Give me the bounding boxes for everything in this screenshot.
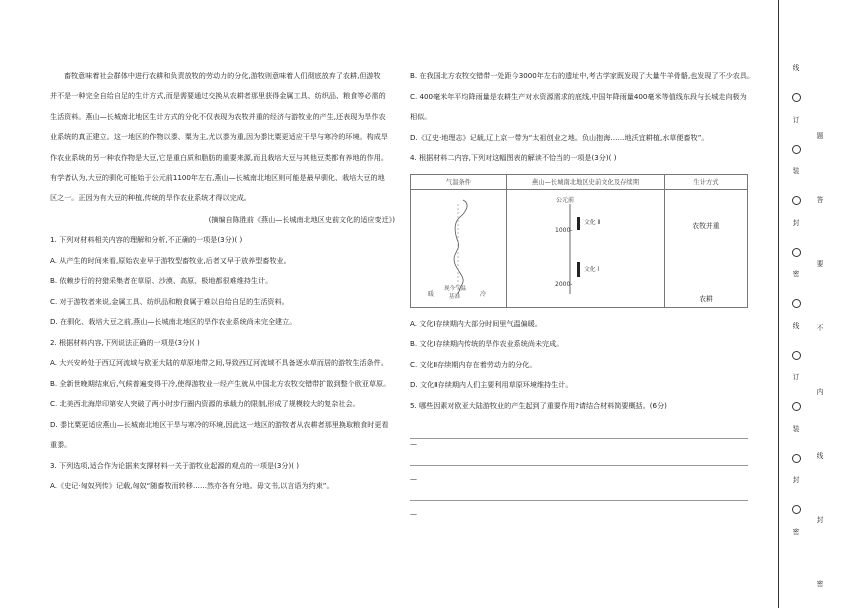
binding-line [778, 0, 779, 608]
passage-line: 生活资料。燕山—长城南北地区生计方式的分化不仅表现为农牧并重的经济与游牧业的产生,还表现为旱作农 [50, 111, 386, 121]
table-header: 气温条件 [411, 174, 507, 189]
option-d[interactable]: D.《辽史·地理志》记载,辽上京一带为“太祖创业之地。负山抱海……地沃宜耕植,水草便畜牧”。 [410, 132, 709, 142]
binding-char: 题 [816, 132, 824, 140]
binding-char: 订 [792, 115, 800, 124]
binding-char: 答 [816, 196, 824, 204]
binding-circle [790, 248, 802, 257]
binding-char: 封 [792, 476, 800, 484]
option-d[interactable]: D. 在驯化、栽培大豆之前,燕山—长城南北地区的旱作农业系统尚未完全建立。 [50, 317, 297, 327]
binding-circle [790, 299, 802, 308]
binding-char: 装 [792, 424, 800, 433]
binding-char: 线 [792, 321, 800, 330]
question-4 [410, 148, 755, 396]
circle-icon [792, 454, 801, 463]
option-a[interactable]: A.《史记·匈奴列传》记载,匈奴“随畜牧而转移……然亦各有分地。毋文书,以言语为约束”。 [50, 481, 334, 491]
circle-icon [792, 145, 801, 154]
table-header: 燕山—长城南北地区史前文化及存续期 [507, 174, 665, 189]
axis-label: 公元前 [556, 196, 575, 204]
circle-icon [792, 196, 801, 205]
binding-circle [790, 454, 802, 463]
circle-icon [792, 351, 801, 360]
circle-icon [792, 93, 801, 102]
answer-dash: — [410, 510, 417, 518]
baseline-label: 现今气温 基准 [444, 285, 467, 300]
binding-circle [790, 93, 802, 102]
passage-line: 并不是一种完全自给自足的生计方式,而是需要通过交换从农耕者那里获得金属工具、纺织品、粮食等必需的 [50, 91, 386, 101]
livelihood-label: 农耕 [699, 294, 713, 303]
option-c-cont: 相似。 [410, 112, 432, 121]
binding-circle [790, 196, 802, 205]
axis-label: 2000- [555, 280, 573, 288]
option-b[interactable]: B. 全新世晚期结束后,气候普遍变得干冷,使得游牧业一经产生就从中国北方农牧交错带扩散到整个欧亚草原。 [50, 378, 391, 388]
option-a[interactable]: A. 大兴安岭处于西辽河流域与欧亚大陆的草原地带之间,导致西辽河流域不具备逐水草而居的游牧生活条件。 [50, 358, 388, 368]
binding-char: 内 [816, 388, 824, 396]
temperature-curve-figure [411, 190, 506, 305]
binding-char: 封 [816, 516, 824, 524]
circle-icon [792, 299, 801, 308]
option-c[interactable]: C. 400毫米年平均降雨量是农耕生产对水资源需求的底线,中国年降雨量400毫米等值线东段与长城走向极为 [410, 91, 747, 101]
answer-line[interactable] [410, 486, 748, 501]
passage-line: 畜牧意味着社会群体中进行农耕和负责放牧的劳动力的分化,游牧则意味着人们彻底放弃了农耕,但游牧 [64, 71, 381, 80]
livelihood-cell [665, 189, 748, 307]
option-b[interactable]: B. 文化Ⅰ存续期内传统的旱作农业系统尚未完成。 [410, 339, 564, 348]
table-header: 生计方式 [665, 174, 748, 189]
option-c[interactable]: C. 对于游牧者来说,金属工具、纺织品和粮食属于难以自给自足的生活资料。 [50, 296, 289, 306]
binding-circle [790, 351, 802, 360]
binding-char: 不 [816, 324, 824, 332]
passage-line: 区之一。正因为有大豆的种植,传统的旱作农业系统才得以完成。 [50, 193, 251, 203]
livelihood-label: 农牧并重 [692, 221, 720, 230]
question-stem: 3. 下列选项,适合作为论据来支撑材料一关于游牧业起源的观点的一项是(3分)( ) [50, 460, 300, 470]
passage-line: 作农业系统的另一种农作物是大豆,它是重白质和脂肪的重要来源,而且栽培大豆与其他豆类都有养地的作用。 [50, 152, 388, 162]
passage-line: 业系统的真正建立。这一地区的作物以黍、粟为主,尤以黍为重,因为黍比粟更适应干旱与寒冷的环境。构成旱 [50, 132, 388, 142]
question-stem: 5. 哪些因素对欧亚大陆游牧业的产生起到了重要作用?请结合材料简要概括。(6分) [410, 400, 667, 410]
passage-source: (摘编自陈胜前《燕山—长城南北地区史前文化的适应变迁》) [208, 214, 395, 224]
answer-dash: — [410, 475, 417, 483]
answer-line[interactable] [410, 451, 748, 466]
temperature-cell [411, 189, 507, 307]
question-3-cont [410, 66, 755, 148]
option-d[interactable]: D. 文化Ⅱ存续期内人们主要利用草原环境维持生计。 [410, 380, 573, 389]
culture-timeline-figure [507, 190, 664, 305]
binding-char: 线 [816, 452, 824, 460]
option-c[interactable]: C. 文化Ⅱ存续期内存在着劳动力的分化。 [410, 359, 537, 369]
question-stem: 4. 根据材料二内容,下列对这幅图表的解读不恰当的一项是(3分)( ) [410, 153, 617, 162]
culture-label: 文化 Ⅰ [584, 266, 600, 273]
temperature-curve [454, 200, 467, 294]
binding-char: 密 [792, 527, 800, 536]
circle-icon [792, 248, 801, 257]
option-c[interactable]: C. 北美西北海岸印第安人突破了两小时步行圈内资源的承载力的限制,形成了规模较大的复杂社会。 [50, 399, 360, 409]
binding-char: 封 [792, 218, 800, 227]
binding-char: 订 [792, 373, 800, 381]
question-2 [50, 333, 395, 456]
option-b[interactable]: B. 依赖步行的狩猎采集者在草原、沙漠、高原、极地都很难维持生计。 [50, 276, 273, 286]
binding-char: 装 [792, 167, 800, 175]
option-a[interactable]: A. 从产生的时间来看,原始农业早于游牧型畜牧业,后者又早于放养型畜牧业。 [50, 255, 291, 265]
binding-char: 密 [792, 270, 800, 278]
binding-circle [790, 145, 802, 154]
question-stem: 2. 根据材料内容,下列说法正确的一项是(3分)( ) [50, 337, 200, 347]
circle-icon [792, 402, 801, 411]
binding-char: 要 [816, 260, 824, 268]
option-a[interactable]: A. 文化Ⅰ存续期内大部分时间里气温偏暖。 [410, 318, 542, 328]
culture-1-bar [577, 262, 580, 277]
question-stem: 1. 下列对材料相关内容的理解和分析,不正确的一项是(3分)( ) [50, 235, 243, 245]
answer-dash: — [410, 440, 417, 448]
binding-char: 线 [792, 64, 800, 72]
culture-table [410, 174, 748, 308]
left-column [50, 66, 395, 497]
warm-label: 暖 [428, 290, 435, 298]
cold-label: 冷 [480, 290, 487, 298]
option-d-cont: 重黍。 [50, 440, 72, 450]
axis-label: 1000- [555, 226, 573, 234]
option-d[interactable]: D. 黍比粟更适应燕山—长城南北地区干旱与寒冷的环境,因此这一地区的游牧者从农耕者那里换取粮食时更看 [50, 419, 389, 429]
right-column [410, 66, 755, 521]
culture-cell [507, 189, 665, 307]
binding-circle [790, 505, 802, 514]
option-b[interactable]: B. 在我国北方农牧交错带一处距今3000年左右的遗址中,考古学家既发现了大量牛羊骨骼,也发现了不少农具。 [410, 71, 755, 80]
reading-passage [50, 66, 395, 209]
question-1 [50, 230, 395, 333]
answer-line[interactable] [410, 416, 748, 439]
passage-line: 有学者认为,大豆的驯化可能始于公元前1100年左右,燕山—长城南北地区则可能是最早驯化、栽培大豆的地 [50, 173, 385, 183]
question-3 [50, 456, 395, 497]
binding-circle [790, 402, 802, 411]
culture-2-bar [577, 217, 580, 230]
circle-icon [792, 505, 801, 514]
culture-label: 文化 Ⅱ [584, 219, 601, 226]
question-5 [410, 396, 755, 522]
binding-char: 密 [816, 580, 824, 588]
